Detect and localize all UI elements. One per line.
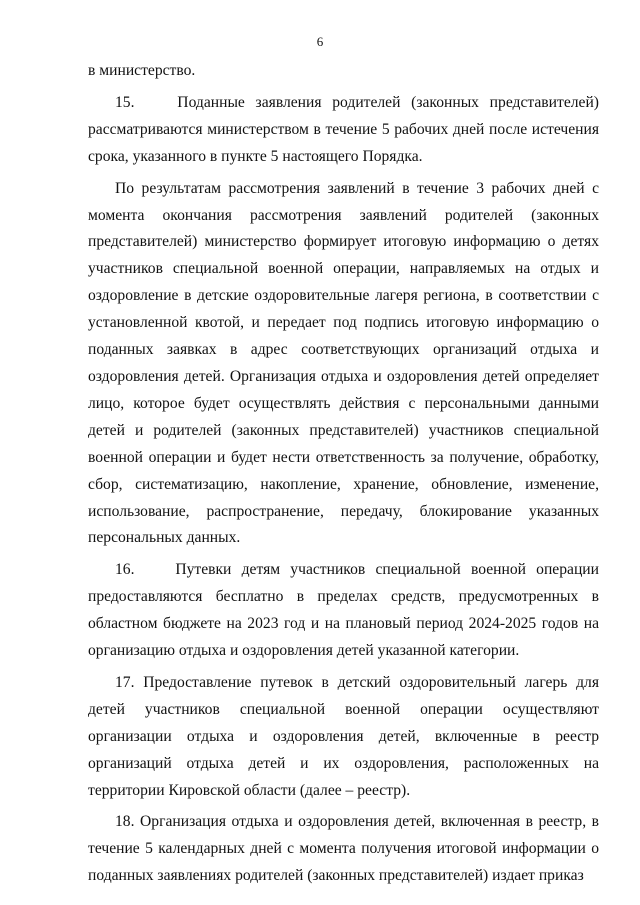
page-number: 6 bbox=[316, 34, 324, 49]
document-body bbox=[88, 58, 599, 890]
paragraph-item-17: 17. Предоставление путевок в детский оздоровительный лагерь для детей участников специальной военной операции осуществляют организации отдыха и оздоровления детей, включенные в реестр организаций отдыха детей и их оздоровления, расположенных на территории Кировской области (далее – реестр). bbox=[88, 673, 599, 799]
paragraph-item-18: 18. Организация отдыха и оздоровления детей, включенная в реестр, в течение 5 календарных дней с момента получения итоговой информации о поданных заявлениях родителей (законных представителей) издает приказ bbox=[88, 813, 599, 885]
paragraph-continuation: в министерство. bbox=[88, 62, 196, 79]
paragraph-review-results: По результатам рассмотрения заявлений в течение 3 рабочих дней с момента окончания рассмотрения заявлений родителей (законных представителей) министерство формирует итоговую информацию о детях участников специальной военной операции, направляемых на отдых и оздоровление в детские оздоровительные лагеря региона, в соответствии с установленной квотой, и передает под подпись итоговую информацию о поданных заявках в адрес соответствующих организаций отдыха и оздоровления детей. Организация отдыха и оздоровления детей определяет лицо, которое будет осуществлять действия с персональными данными детей и родителей (законных представителей) участников специальной военной операции и будет нести ответственность за получение, обработку, сбор, систематизацию, накопление, хранение, обновление, изменение, использование, распространение, передачу, блокирование указанных персональных данных. bbox=[88, 179, 599, 547]
paragraph-item-15: 15. Поданные заявления родителей (законных представителей) рассматриваются министерством в течение 5 рабочих дней после истечения срока, указанного в пункте 5 настоящего Порядка. bbox=[88, 93, 599, 165]
paragraph-item-16: 16. Путевки детям участников специальной военной операции предоставляются бесплатно в пределах средств, предусмотренных в областном бюджете на 2023 год и на плановый период 2024-2025 годов на организацию отдыха и оздоровления детей указанной категории. bbox=[88, 561, 599, 660]
